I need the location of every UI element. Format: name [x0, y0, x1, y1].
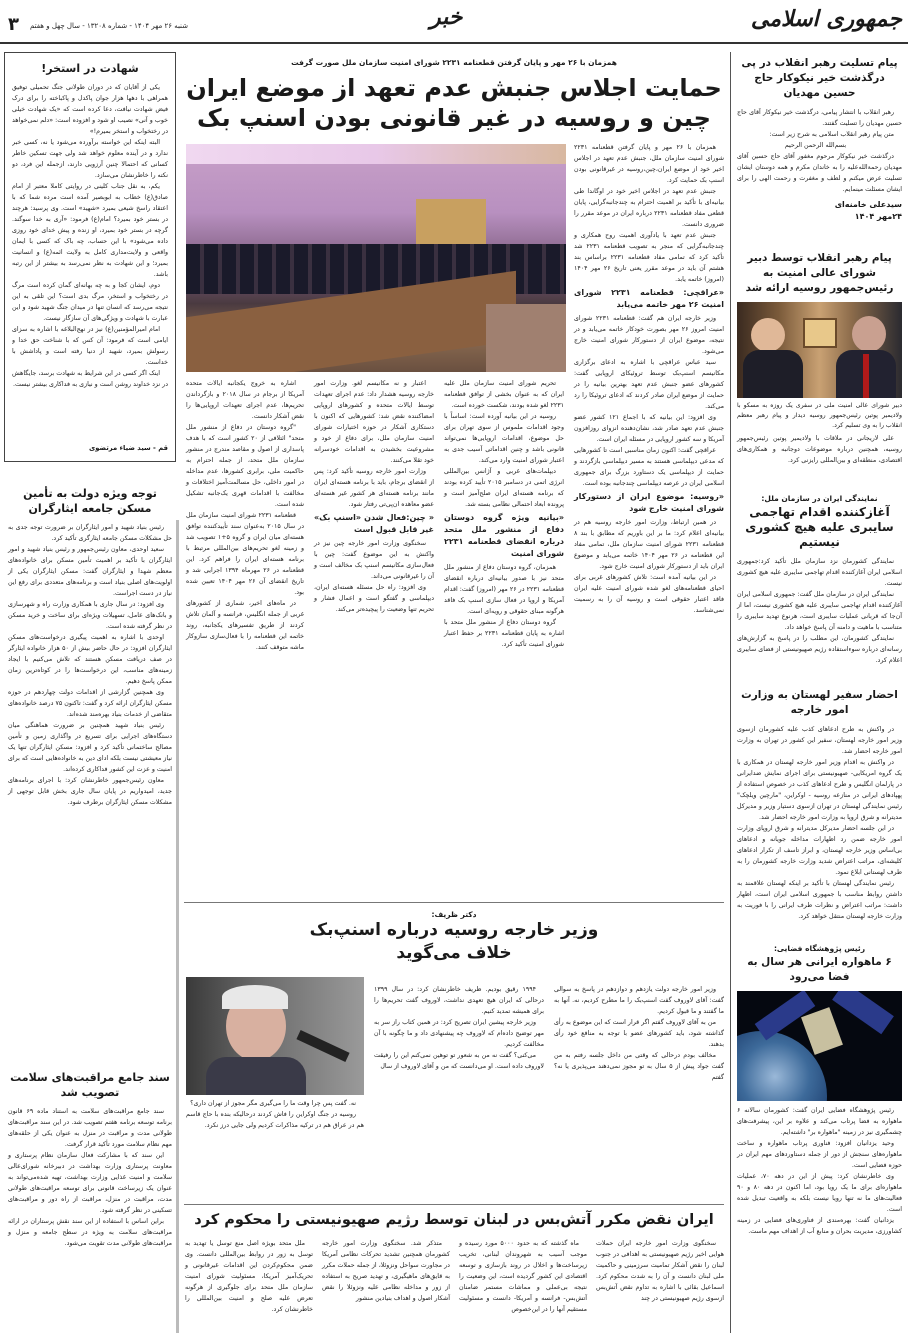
paragraph: وزارت امور خارجه روسیه تأکید کرد: پس از انقضای برجام، باید با برنامه هسته‌ای ایران مانند برنامه هسته‌ای هر کشور غیر هسته‌ای عضو معاهده ان‌پی‌تی رفتار شود.	[314, 468, 434, 508]
paragraph: در ماه‌های اخیر، شماری از کشورهای غربی از جمله انگلیس، فرانسه و آلمان تلاش کردند از طریق تفسیرهای یکجانبه، روند خاتمه این قطعنامه را با فعال‌سازی سازوکار ماشه متوقف کنند.	[186, 600, 304, 651]
paragraph: در این جلسه احضار مدیرکل مدیترانه و شرق اروپای وزارت امور خارجه ضمن رد اظهارات مداخله جویانه و ادعاهای بی‌اساس وزیر خارجه لهستان، و ابراز تاسف از تکرار ادعاهای کلیشه‌ای، مراتب اعتراض شدید وزارت خارجه کشورمان را به طرف لهستانی ابلاغ نمود.	[737, 825, 902, 876]
paragraph: وی خاطرنشان کرد: پیش از این در دهه ۷۰، عملیات ماهواره‌ای برای ما یک رویا بود، اما اکنون در دهه ۸۰ و ۹۰ فعالیت‌های ما نه تنها رویا نیست بلکه به واقعیت تبدیل شده است.	[737, 1173, 902, 1213]
paragraph: وزیر امور خارجه دولت یازدهم و دوازدهم در پاسخ به سوالی گفت: آقای لاوروف گفت اسنپ‌بک را ما مطرح کردیم، نه. آنها به ما گفتند و ما قبول کردیم.	[554, 986, 724, 1015]
lead-kicker: همزمان با ۲۶ مهر و پایان گرفتن قطعنامه ۲۲۳۱ شورای امنیت سازمان ملل صورت گرفت	[291, 58, 617, 67]
section-title: خبر	[430, 4, 463, 30]
paragraph: یزدانیان گفت: بهره‌مندی از فناوری‌های فضایی در زمینه کشاورزی، مدیریت بحران و منابع آب از اهداف مهم ماست.	[737, 1217, 902, 1235]
paragraph: دوم، ایشان کجا و به چه بهانه‌ای گمان کرده است مرگ در رختخواب و استخر، مرگ بدی است؟ این تلقی به این نتیجه می‌رسد که انسان تنها در میدان جنگ شهید شود و این عبارت با شهادت و ویژگی‌های آن سازگار نیست.	[12, 282, 168, 322]
paragraph: دیپلمات‌های غربی و آژانس بین‌المللی انرژی اتمی در دسامبر ۲۰۱۵ تأیید کرده بودند که برنامه هسته‌ای ایران صلح‌آمیز است و پرونده ابعاد احتمالی نظامی بسته شد.	[444, 468, 565, 508]
lead-headline-line1: حمایت اجلاس جنبش عدم تعهد از موضع ایران	[186, 74, 722, 102]
satellite-article	[737, 944, 902, 1237]
paragraph: در واکنش به طرح ادعاهای کذب علیه کشورمان ازسوی وزیر امور خارجه لهستان، سفیر این کشور در تهران به وزارت امور خارجه احضار شد.	[737, 726, 902, 755]
article-headline-line2: خلاف می‌گوید	[396, 943, 512, 963]
paragraph: البته اینکه این خواسته برآورده می‌شود یا نه، کسی خبر ندارد و در آینده معلوم خواهد شد ولی جهت تسکین خاطر کسانی که احتمالا چنین آرزویی دارند، ازجمله این فرد، دو نکته را خاطرنشان می‌سازد.	[12, 139, 168, 179]
paragraph: رهبر انقلاب با انتشار پیامی، درگذشت خیر نیکوکار آقای حاج حسین مهدیان را تسلیت گفتند.	[737, 109, 902, 127]
paragraph: براین اساس با استفاده از این سند نقش پرستاران در ارائه مراقبت‌های سلامت به ویژه در سطح جامعه و منزل و مراقبت‌های طولانی مدت تقویت می‌شود.	[8, 1218, 172, 1247]
article-kicker: رئیس پژوهشگاه فضایی:	[773, 944, 866, 953]
paragraph: عراقچی گفت: اکنون زمان مناسبی است تا کشورهایی که مدعی دیپلماسی هستند به مسیر دیپلماسی بازگردند و حمایت از دیپلماسی یک دستاورد بزرگ برای جمهوری اسلامی ایران در عرصه دیپلماسی چندجانبه بوده است.	[574, 447, 724, 487]
paragraph: وی همچنین گزارشی از اقدامات دولت چهاردهم در حوزه مسکن ایثارگران ارائه کرد و گفت: تاکنون ۷۵ درصد خانواده‌های متقاضی از خدمات بنیاد بهره‌مند شده‌اند.	[8, 689, 172, 718]
paragraph: روسیه در این بیانیه آورده است: اساساً با وجود اقدامات ملموس از سوی تهران برای حل موضوع، اقدامات اروپایی‌ها نمی‌تواند قانونی باشد و چنین اقداماتی آسیب جدی به اعتبار شورای امنیت وارد می‌کند.	[444, 413, 564, 464]
paragraph: اشاره به خروج یکجانبه ایالات متحده آمریکا از برجام در سال ۲۰۱۸ و بازگرداندن تحریم‌ها، عدم اجرای تعهدات اروپایی‌ها را نقض آشکار دانست.	[186, 380, 304, 420]
paragraph: در این بیانیه آمده است: تلاش کشورهای غربی برای احیای قطعنامه‌های لغو شده شورای امنیت علیه ایران فاقد اعتبار حقوقی است و روسیه آن را به رسمیت نمی‌شناسد.	[574, 574, 724, 614]
paragraph: رئیس بنیاد شهید همچنین بر ضرورت هماهنگی میان دستگاه‌های اجرایی برای تسریع در واگذاری زمین و تأمین مصالح ساختمانی تأکید کرد و افزود: مسکن ایثارگران تنها یک نیاز معیشتی نیست بلکه ادای دین به خانواده‌هایی است که برای امنیت و عزت این کشور فداکاری کرده‌اند.	[8, 722, 172, 773]
center-content	[184, 52, 724, 1333]
column-shade-rule	[176, 520, 179, 1333]
article-headline-line1: وزیر خارجه روسیه درباره اسنپ‌بک	[309, 920, 599, 940]
housing-article	[4, 484, 176, 1044]
paragraph: وی افزود: این بیانیه که با اجماع ۱۲۱ کشور عضو جنبش عدم تعهد صادر شد، نشان‌دهنده انزوای روزافزون آمریکا و سه کشور اروپایی در مسئله ایران است.	[574, 414, 724, 443]
lead-column-1	[574, 142, 724, 616]
article-headline: احضار سفیر لهستان به وزارت امور خارجه	[741, 689, 898, 716]
article-headline: پیام رهبر انقلاب توسط دبیر شورای عالی امنیت به رئیس‌جمهور روسیه ارائه شد	[745, 252, 894, 294]
sub-headline: « چین:فعال شدن «اسنپ بک» غیر قابل قبول است	[314, 513, 434, 534]
article-headline: پیام تسلیت رهبر انقلاب در پی درگذشت خیر نیکوکار حاج حسین مهدیان	[741, 57, 898, 99]
paragraph: معاون رئیس‌جمهور خاطرنشان کرد: با اجرای برنامه‌های جدید، امیدواریم در پایان سال جاری بخش قابل توجهی از مشکلات مسکن ایثارگران برطرف شود.	[8, 777, 172, 806]
paragraph: متن پیام رهبر انقلاب اسلامی به شرح زیر است:	[769, 131, 894, 138]
paragraph: ۱۹۹۴ رقیق بودیم. ظریف خاطرنشان کرد: در سال ۱۳۹۹ درحالی که ایران هیچ تعهدی نداشت، لاوروف گفت تحریم‌ها را برای همیشه تمدید کنیم.	[374, 986, 544, 1015]
paragraph: یکم، به نقل جناب کلینی در روایتی کاملا معتبر از امام صادق(ع) خطاب به ابوبصیر آمده است مرده شما که با اعتقاد راسخ شیعی بمیرد «شهید» است. وی پرسید: هرچند در بستر خود بمیرد؟ امام(ع) فرمود: «آری به خدا سوگند. گرچه در بستر خود بمیرد، او زنده و پیش خدای خود روزی داده می‌شود» با این حساب، چه باک که کسی با ایمان واقعی و ولایت‌مداری کامل به ولایت ائمه(ع) و انسانیت بمیرد؛ و این شهادت به نظر نمی‌رسد به بیشتر از این رتبه باشد.	[12, 183, 168, 278]
lebanon-column-3	[322, 1238, 450, 1304]
poland-ambassador-article	[737, 688, 902, 922]
sub-headline: «بیانیه ویژه گروه دوستان دفاع از منشور ملل متحد درباره انقضای قطعنامه ۲۲۳۱ شورای امنیت	[444, 513, 564, 558]
paragraph: جنبش عدم تعهد در اجلاس اخیر خود در اوگاندا طی بیانیه‌ای با تأکید بر اهمیت احترام به چندجانبه‌گرایی، پایان قطعی مفاد قطعنامه ۲۲۳۱ درباره ایران در موعد مقرر را ضروری دانست.	[574, 188, 724, 228]
paragraph: وی افزود: راه حل مسئله هسته‌ای ایران، دیپلماسی و گفتگو است و اعمال فشار و تحریم تنها وضعیت را پیچیده‌تر می‌کند.	[314, 584, 434, 613]
paragraph: ماه گذشته که به حدود ۵۰۰۰ مورد رسیده و موجب آسیب به شهروندان لبنانی، تخریب زیرساخت‌ها و اخلال در روند بازسازی و توسعه اقتصادی این کشور گردیده است، این وضعیت را نتیجه بی‌عملی و مماشات مستمر ضامنان آتش‌بس- فرانسه و آمریکا- دانست و مسئولیت مستقیم آنها را در این‌خصوص	[459, 1240, 587, 1313]
lebanon-column-2	[459, 1238, 587, 1315]
paragraph: سید عباس عراقچی با اشاره به ادعای برگزاری مکانیسم اسنپ‌بک توسط تروئیکای اروپایی گفت: کشورهای عضو جنبش عدم تعهد بهترین بیانیه را در حمایت از موضع ایران صادر کردند که ادعای تروئیکا را رد می‌کند.	[574, 359, 724, 410]
paragraph: اوحدی با اشاره به اهمیت پیگیری درخواست‌های مسکن ایثارگران افزود: در حال حاضر بیش از ۵۰ هزار خانواده ایثارگر در صف دریافت مسکن هستند که تلاش می‌کنیم با ایجاد زمینه‌های مناسب، این درخواست‌ها را در کوتاه‌ترین زمان ممکن پاسخ دهیم.	[8, 634, 172, 685]
photo-zarif	[186, 977, 364, 1095]
paragraph: جنبش عدم تعهد با یادآوری اهمیت روح همکاری و چندجانبه‌گرایی که منجر به تصویب قطعنامه ۲۲۳۱ شد تأکید کرد که تمامی مفاد قطعنامه ۲۲۳۱ براساس بند هشتم آن باید در موعد مقرر یعنی تاریخ ۲۶ مهر ۱۴۰۴ (امروز) خاتمه یابد.	[574, 232, 725, 283]
article-kicker: نمایندگی ایران در سازمان ملل:	[761, 494, 878, 503]
paragraph: می‌کنی؟ گفت نه من به شعور تو توهین نمی‌کنم این را رفیقت لاوروف داده است. او می‌دانست که من و آقای لاوروف از سال	[374, 1052, 544, 1070]
paragraph: اعتبار و نه مکانیسم لغو. وزارت امور خارجه روسیه هشدار داد: عدم اجرای تعهدات توسط ایالات متحده و کشورهای اروپایی امضاکننده نقض شد: کشورهایی که اکنون با دستکاری آشکار در حوزه اختیارات شورای امنیت سازمان ملل، برای دفاع از خود و مشروعیت بخشیدن به اقدامات خودسرانه خود تقلا می‌کنند.	[314, 380, 434, 464]
paragraph: همزمان با ۲۶ مهر و پایان گرفتن قطعنامه ۲۲۳۱ شورای امنیت سازمان ملل، جنبش عدم تعهد در اجلاس اخیر خود از موضع ایران،چین،روسیه در غیرقانونی بودن اسنپ بک حمایت کرد.	[574, 144, 724, 184]
signature: سیدعلی خامنه‌ای	[834, 200, 902, 209]
paragraph: همزمان، گروه دوستان دفاع از منشور ملل متحد نیز با صدور بیانیه‌ای درباره انقضای قطعنامه ۲۲۳۱ در ۲۶ مهر (امروز) گفت: اقدام آمریکا و اروپا در فعال سازی اسنپ بک فاقد هرگونه مبنای حقوقی و رویه‌ای است.	[444, 564, 564, 615]
section-divider	[184, 902, 724, 903]
zarif-column-a	[186, 1098, 364, 1131]
cyber-article	[737, 494, 902, 666]
lebanon-headline: ایران نقض مکرر آتش‌بس در لبنان توسط رژیم صهیونیستی را محکوم کرد	[194, 1212, 714, 1228]
paragraph: رئیس نمایندگی لهستان با تأکید بر اینکه لهستان علاقمند به داشتن روابط مناسب با جمهوری اسلامی ایران است، اظهار داشت: مراتب اعتراض و نظرات طرف ایرانی را با فوریت به وزارت خارجه لهستان منتقل خواهد کرد.	[737, 880, 902, 920]
paragraph: سعید اوحدی، معاون رئیس‌جمهور و رئیس بنیاد شهید و امور ایثارگران با تأکید بر اهمیت تأمین مسکن برای خانواده‌های معظم شهدا و ایثارگران گفت: مسکن ایثارگران یکی از اولویت‌های اصلی بنیاد است و برنامه‌های متعددی برای رفع این نیاز در دست اجراست.	[8, 546, 172, 597]
paragraph: نمایندگی کشورمان، این مطلب را در پاسخ به گزارش‌های رسانه‌ای درباره سوءاستفاده رژیم صهیونیستی از فضای سایبری اعلام کرد.	[737, 635, 902, 664]
lead-column-4	[186, 378, 304, 653]
paragraph: متذکر شد. سخنگوی وزارت امور خارجه کشورمان همچنین تشدید تحرکات نظامی آمریکا در مجاورت سواحل ونزوئلا، از جمله حملات مکرر به قایق‌های ماهیگیری، و تهدید صریح به استفاده از زور و مداخله نظامی علیه ونزوئلا را نقض آشکار اصول و اهداف بنیادین منشور	[322, 1240, 450, 1302]
issue-date-line: شنبه ۲۶ مهر ۱۴۰۴ - شماره ۱۳۲۰۸ - سال چهل و هفتم	[30, 22, 189, 30]
lead-headline	[184, 73, 724, 133]
paragraph: درگذشت خیر نیکوکار مرحوم مغفور آقای حاج حسین آقای مهدیان رحمةالله‌علیه را به خاندان مکرم و همه دوستان ایشان تسلیت عرض میکنم و لطف و مغفرت و رحمت الهی را برای ایشان مسئلت مینمایم.	[737, 153, 902, 193]
article-kicker: دکتر ظریف:	[431, 910, 477, 919]
lead-column-3	[314, 378, 434, 615]
lebanon-column-1	[596, 1238, 724, 1304]
photo-caption: دبیر شورای عالی امنیت ملی در سفری یک روزه به مسکو با ولادیمیر پوتین رئیس‌جمهور روسیه دیدار و پیام رهبر معظم انقلاب را به وی تسلیم کرد.	[737, 402, 902, 429]
paragraph: "گروه دوستان در دفاع از منشور ملل متحد" ائتلافی از ۲۰ کشور است که با هدف پاسداری از اصول و مقاصد مندرج در منشور سازمان ملل متحد، از جمله احترام به حاکمیت ملی، برابری کشورها، عدم مداخله در امور داخلی، حل مسالمت‌آمیز اختلافات و مخالفت با اقدامات قهری یک‌جانبه تشکیل شده است.	[186, 424, 304, 508]
paragraph: ملل متحد بویژه اصل منع توسل یا تهدید به توسل به زور در روابط بین‌المللی دانست. وی ضمن محکوم‌کردن این اقدامات غیرقانونی و تحریک‌آمیز آمریکا، مسئولیت شورای امنیت سازمان ملل متحد برای جلوگیری از هرگونه تعرض علیه صلح و امنیت بین‌المللی را خاطرنشان کرد.	[185, 1240, 313, 1313]
pool-martyrdom-article	[4, 52, 176, 462]
healthcare-article	[4, 1070, 176, 1249]
paragraph: من به آقای لاوروف گفتم اگر قرار است که این موضوع به رأی گذاشته شود، باید کشورهای عضو با توجه به منافع خود رأی بدهند.	[554, 1019, 724, 1048]
paragraph: یکی از آقایان که در دوران طولانی جنگ تحمیلی توفیق همراهی با دهها هزار جوان پاکدل و پاکباخته را برای درک فیض شهادت نیافت، دعا کرده است که «یک شهادت خیلی خوب و آنی» نصیب او شود و افزوده است: «دلم نمی‌خواهد در رختخواب و استخر بمیرم!»	[12, 84, 168, 135]
zarif-column-b	[554, 984, 724, 1083]
paragraph: علی لاریجانی در ملاقات با ولادیمیر پوتین رئیس‌جمهور روسیه، همچنین درباره موضوعات دوجانبه و همکاری‌های اقتصادی، منطقه‌ای و بین‌المللی رایزنی کرد.	[737, 435, 902, 464]
zarif-headline-block	[184, 910, 724, 965]
author-byline: قم - سید ضیاء مرتضوی	[89, 444, 168, 452]
lead-headline-line2: چین و روسیه در غیر قانونی بودن اسنپ بک	[197, 104, 711, 132]
left-column	[4, 52, 176, 1333]
paragraph: امام امیرالمؤمنین(ع) نیز در نهج‌البلاغه با اشاره به سزای ایامی است که فرمود: آن کس که با شناخت حق خدا و رسولش بمیرد، شهید از دنیا رفته است و پاداشش با خداست.	[12, 326, 168, 366]
newspaper-logo: جمهوری اسلامی	[750, 6, 902, 32]
paragraph: وزیر خارجه ایران هم گفت: قطعنامه ۲۲۳۱ شورای امنیت امروز ۲۶ مهر بصورت خودکار خاتمه می‌یابد و در نتیجه، موضوع ایران از دستورکار شورای امنیت خارج می‌شود.	[574, 315, 724, 355]
paragraph: گروه دوستان دفاع از منشور ملل متحد با اشاره به پایان قطعنامه ۲۲۳۱ بر حفظ اعتبار شورای امنیت تأکید کرد.	[444, 619, 564, 648]
article-headline: ۶ ماهواره ایرانی هر سال به فضا می‌رود	[747, 956, 892, 983]
article-headline: سند جامع مراقبت‌های سلامت تصویب شد	[10, 1071, 170, 1099]
putin-meeting-article	[737, 251, 902, 466]
paragraph: تحریم شورای امنیت سازمان ملل علیه ایران که به عنوان بخشی از توافق قطعنامه ۲۲۳۱ لغو شده بودند، شکست خورده است.	[444, 380, 564, 409]
paragraph: این سند که با مشارکت فعال سازمان نظام پرستاری و معاونت پرستاری وزارت بهداشت در دبیرخانه شورای‌عالی سلامت و امنیت غذایی وزارت بهداشت، تهیه شده‌می‌تواند به عنوان یک زیرساخت قانونی برای توسعه مراقبت‌های طولانی مدت، مراقبت در منزل، مراقبت از راه دور و مراقبت‌های تسکینی در نظر گرفته شود.	[8, 1152, 172, 1214]
lead-column-2	[444, 378, 564, 650]
paragraph: وی افزود: در سال جاری با همکاری وزارت راه و شهرسازی و بانک‌های عامل، تسهیلات ویژه‌ای برای ساخت و خرید مسکن در نظر گرفته شده است.	[8, 601, 172, 630]
paragraph: وزیر خارجه پیشین ایران تصریح کرد: در همین کتاب راز سر به مهر توضیح داده‌ام که لاوروف چه پیشنهادی داد و ما چگونه با آن مخالفت کردیم.	[374, 1019, 544, 1048]
sub-headline: «عراقچی: قطعنامه ۲۲۳۱ شورای امنیت ۲۶ مهر خاتمه می‌یابد	[574, 288, 724, 309]
article-headline: آغازکننده اقدام تهاجمی سایبری علیه هیچ کشوری نیستیم	[745, 505, 894, 549]
paragraph: نمایندگی ایران در سازمان ملل گفت: جمهوری اسلامی ایران آغازکننده اقدام تهاجمی سایبری علیه هیچ کشوری نیست، اما از آن‌جا که قربانی عملیات سایبری است، هرنوع تهدید سایبری را متناسب با ماهیت و دامنه آن پاسخ خواهد داد.	[736, 591, 902, 631]
paragraph: روسیه در جنگ اوکراین را فاش کردند درحالیکه بنده با حاج قاسم هم در عراق هم در ترکیه مذاکرات کردیم ولی جایی درز نکرد.	[186, 1111, 364, 1129]
paragraph: رئیس پژوهشگاه فضایی ایران گفت: کشورمان سالانه ۶ ماهواره به فضا پرتاب می‌کند و علاوه بر این، پیشرفت‌های چشمگیری نیز در زمینه "ماهواره بر" داشته‌ایم.	[737, 1107, 902, 1136]
paragraph: سخنگوی وزارت امور خارجه ایران حملات هوایی اخیر رژیم صهیونیستی به اهدافی در جنوب لبنان را نقض آشکار تمامیت سرزمینی و حاکمیت ملی لبنان دانست و آن را به شدت محکوم کرد. اسماعیل بقائی با اشاره به تداوم نقض آتش‌بس ازسوی رژیم صهیونیستی در چند	[596, 1240, 724, 1302]
zarif-column-c	[374, 984, 544, 1072]
paragraph: قطعنامه ۲۲۳۱ شورای امنیت سازمان ملل در سال ۲۰۱۵ به‌عنوان سند تأییدکننده توافق هسته‌ای میان ایران و گروه ۵+۱ تصویب شد و زمینه لغو تحریم‌های بین‌المللی مرتبط با برنامه هسته‌ای ایران را فراهم کرد. این قطعنامه در ۲۶ مهرماه ۱۳۹۴ اجرایی شد و تاریخ انقضای آن ۲۶ مهر ۱۴۰۴ تعیین شده بود.	[186, 512, 305, 596]
page-number: ۳	[8, 14, 19, 35]
photo-satellite	[737, 991, 902, 1101]
paragraph: سخنگوی وزارت امور خارجه چین نیز در واکنش به این موضوع گفت: چین با فعال‌سازی مکانیسم اسنپ بک مخالف است و آن را غیرقانونی می‌داند.	[314, 540, 434, 580]
article-headline: شهادت در استخر!	[41, 62, 139, 75]
paragraph: بسم‌الله الرحمن الرحیم	[784, 142, 847, 149]
condolence-article	[737, 56, 902, 223]
paragraph: اینک اگر کسی در این شرایط به شهادت برسد، جایگاهش در نزد خداوند روشن است و نیازی به فداکاری بیشتر نیست.	[12, 370, 168, 388]
right-column	[730, 52, 908, 1333]
paragraph: رئیس بنیاد شهید و امور ایثارگران بر ضرورت توجه جدی به حل مشکلات مسکن جامعه ایثارگری تأکید کرد.	[8, 524, 172, 542]
masthead	[0, 0, 908, 44]
section-divider	[184, 1204, 724, 1205]
photo-nam-summit	[186, 144, 566, 372]
paragraph: در واکنش به اقدام وزیر امور خارجه لهستان در همکاری با یک گروه امریکایی- صهیونیستی برای اجرای نمایش ضدایرانی در پارلمان انگلیس و طرح ادعاهای کذب در خصوص استفاده از پهپادهای ایرانی در منازعه روسیه - اوکراین، "مارچین ویلچک" رئیس نمایندگی لهستان در تهران ازسوی دستیار وزیر و مدیرکل مدیترانه و شرق اروپا به وزارت امور خارجه احضار شد.	[737, 759, 902, 821]
paragraph: مخالف بودم درحالی که وقتی من داخل جلسه رفتم به من گفت جواد پیش از ۵ سال به تو مجوز نمی‌دهند می‌پذیری یا نه؟ گفتم	[554, 1052, 724, 1081]
paragraph: وحید یزدانیان افزود: فناوری پرتاب ماهواره و ساخت ماهواره‌های سنجش از دور از جمله دستاوردهای مهم ایران در حوزه فضایی است.	[737, 1140, 902, 1169]
signature-date: ۲۴مهر ۱۴۰۴	[854, 212, 902, 221]
lebanon-column-4	[185, 1238, 313, 1315]
paragraph: نمایندگی کشورمان نزد سازمان ملل تأکید کرد:جمهوری اسلامی ایران آغازکننده اقدام تهاجمی سایبری علیه هیچ کشوری نیست.	[737, 558, 902, 587]
sub-headline: «روسیه: موضوع ایران از دستورکار شورای امنیت خارج شود	[574, 492, 724, 513]
article-headline: توجه ویژه دولت به تأمین مسکن جامعه ایثارگران	[23, 487, 157, 515]
photo-caption: نه. گفت پس چرا وقت ما را می‌گیری مگر مجوز از تهران داری؟	[190, 1100, 356, 1107]
photo-larijani-putin	[737, 302, 902, 398]
paragraph: سند جامع مراقبت‌های سلامت به استناد ماده ۶۹ قانون برنامه توسعه برنامه هفتم تصویب شد. در این سند مراقبت‌های طولانی مدت و مراقبت در منزل به عنوان یکی از حلقه‌های مهم نظام سلامت مورد تأکید قرار گرفت.	[8, 1108, 172, 1148]
paragraph: در همین ارتباط، وزارت امور خارجه روسیه هم در بیانیه‌ای اعلام کرد: ما بر این باوریم که مطابق با بند ۸ قطعنامه ۲۲۳۱ شورای امنیت سازمان ملل، تمامی مفاد این قطعنامه در ۲۶ مهر ۱۴۰۴ خاتمه می‌یابد و موضوع ایران باید از دستورکار شورای امنیت خارج شود.	[574, 519, 724, 570]
